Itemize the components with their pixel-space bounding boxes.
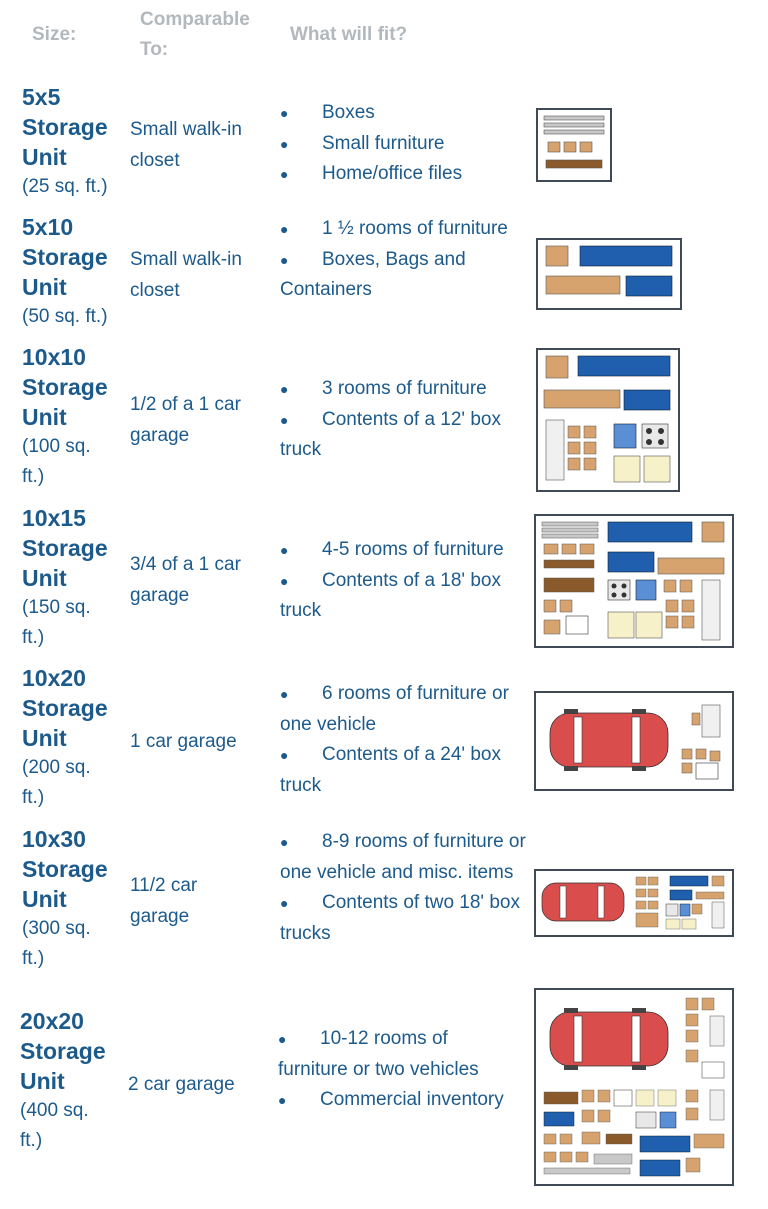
- storage-10x20-diagram-icon: [534, 691, 734, 791]
- list-item: ● Boxes, Bags and Containers: [280, 245, 530, 306]
- unit-sqft: (150 sq.: [22, 597, 91, 618]
- unit-word-storage: Storage: [22, 114, 108, 140]
- fit-list: [280, 374, 530, 466]
- bullet-icon: ●: [278, 1092, 287, 1108]
- storage-10x30-diagram-icon: [534, 869, 734, 937]
- unit-word-storage: Storage: [22, 244, 108, 270]
- comparable-cell: 2 car garage: [128, 1074, 235, 1095]
- bullet-icon: ●: [280, 221, 289, 237]
- storage-10x10-diagram-icon: [536, 348, 680, 492]
- size-cell: [22, 82, 108, 202]
- storage-5x5-diagram-icon: [536, 108, 612, 182]
- size-cell: [22, 212, 108, 332]
- list-item: ● 8-9 rooms of furniture or one vehicle and misc. items: [280, 827, 530, 888]
- bullet-icon: ●: [280, 251, 289, 268]
- unit-sqft: (300 sq.: [22, 918, 91, 939]
- bullet-icon: ●: [280, 895, 289, 911]
- unit-word-unit: Unit: [22, 144, 67, 170]
- comparable-column-header: [140, 5, 250, 65]
- storage-10x15-diagram-icon: [534, 514, 734, 648]
- unit-size: 10x20: [22, 665, 86, 691]
- list-item: ● Commercial inventory: [278, 1085, 510, 1116]
- unit-sqft-cont: ft.): [22, 627, 45, 648]
- unit-word-storage: Storage: [20, 1038, 106, 1064]
- unit-size: 5x10: [22, 214, 74, 240]
- bullet-icon: ●: [278, 1031, 287, 1047]
- storage-5x10-diagram-icon: [536, 238, 682, 310]
- comparable-cell: 1 car garage: [130, 731, 237, 752]
- unit-sqft-cont: ft.): [22, 466, 45, 487]
- list-item: ● 4-5 rooms of furniture: [280, 535, 530, 566]
- list-item: ● 10-12 rooms of furniture or two vehicles: [278, 1024, 510, 1085]
- comparable-cell: Small walk-in closet: [130, 249, 242, 301]
- unit-size: 10x10: [22, 344, 86, 370]
- unit-sqft: (100 sq.: [22, 436, 91, 457]
- unit-sqft: (400 sq.: [20, 1100, 89, 1121]
- unit-sqft-cont: ft.): [22, 948, 45, 969]
- unit-word-unit: Unit: [22, 274, 67, 300]
- fit-list: [280, 679, 530, 801]
- unit-word-storage: Storage: [22, 535, 108, 561]
- comparable-header-line1: Comparable: [140, 9, 250, 30]
- size-cell: [22, 824, 108, 974]
- bullet-icon: ●: [280, 381, 289, 397]
- bullet-icon: ●: [280, 572, 289, 589]
- list-item: ● 6 rooms of furniture or one vehicle: [280, 679, 530, 740]
- unit-word-unit: Unit: [22, 565, 67, 591]
- unit-word-unit: Unit: [22, 886, 67, 912]
- fit-column-header: What will fit?: [290, 24, 408, 45]
- unit-word-storage: Storage: [22, 856, 108, 882]
- storage-20x20-diagram-icon: [534, 988, 734, 1186]
- unit-sqft: (25 sq. ft.): [22, 176, 108, 197]
- bullet-icon: ●: [280, 411, 289, 428]
- list-item: ● Contents of a 18' box truck: [280, 566, 530, 627]
- unit-word-storage: Storage: [22, 374, 108, 400]
- fit-list: [280, 827, 530, 949]
- unit-word-unit: Unit: [22, 404, 67, 430]
- comparable-cell: Small walk-in closet: [130, 119, 242, 171]
- unit-sqft-cont: ft.): [22, 787, 45, 808]
- unit-size: 10x15: [22, 505, 86, 531]
- bullet-icon: ●: [280, 834, 289, 850]
- list-item: ● Contents of a 12' box truck: [280, 405, 530, 466]
- unit-size: 20x20: [20, 1008, 84, 1034]
- fit-list: [280, 535, 530, 627]
- list-item: ● 1 ½ rooms of furniture: [280, 214, 530, 245]
- size-cell: [22, 503, 108, 653]
- unit-size: 10x30: [22, 826, 86, 852]
- bullet-icon: ●: [280, 542, 289, 558]
- unit-word-storage: Storage: [22, 695, 108, 721]
- list-item: ● Boxes: [280, 98, 530, 129]
- list-item: ● 3 rooms of furniture: [280, 374, 530, 405]
- size-cell: [20, 1006, 106, 1156]
- comparable-cell: 1/2 of a 1 car garage: [130, 394, 241, 446]
- comparable-header-line2: To:: [140, 39, 169, 60]
- unit-word-unit: Unit: [20, 1068, 65, 1094]
- unit-sqft-cont: ft.): [20, 1130, 43, 1151]
- fit-list: [280, 214, 530, 306]
- comparable-cell: 11/2 car garage: [130, 875, 198, 927]
- size-cell: [22, 663, 108, 813]
- size-cell: [22, 342, 108, 492]
- list-item: ● Contents of a 24' box truck: [280, 740, 530, 801]
- unit-sqft: (200 sq.: [22, 757, 91, 778]
- bullet-icon: ●: [280, 105, 289, 121]
- list-item: ● Contents of two 18' box trucks: [280, 888, 530, 949]
- list-item: ● Home/office files: [280, 159, 530, 190]
- fit-list: [280, 98, 530, 190]
- comparable-cell: 3/4 of a 1 car garage: [130, 554, 241, 606]
- size-column-header: Size:: [32, 24, 77, 45]
- bullet-icon: ●: [280, 686, 289, 702]
- unit-sqft: (50 sq. ft.): [22, 306, 108, 327]
- bullet-icon: ●: [280, 166, 289, 182]
- unit-word-unit: Unit: [22, 725, 67, 751]
- fit-list: [278, 1024, 510, 1116]
- bullet-icon: ●: [280, 135, 289, 152]
- list-item: ● Small furniture: [280, 129, 530, 160]
- bullet-icon: ●: [280, 747, 289, 763]
- unit-size: 5x5: [22, 84, 61, 110]
